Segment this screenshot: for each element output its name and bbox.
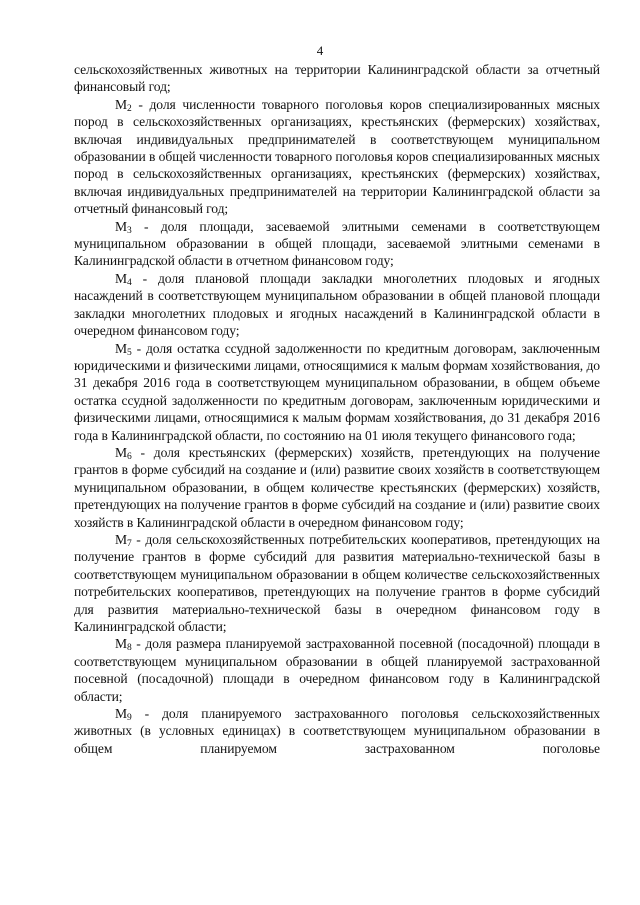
paragraph-text: - доля крестьянских (фермерских) хозяйств, претендующих на получение грантов в форме субсидий на создание и (или) развитие своих хозяйств в соответствующем муниципальном образовании, в общем количестве крестьянских (фермерских) хозяйств, претендующих на получение грантов в форме субсидий на создание и (или) развитие своих хозяйств в Калининградской области в очередном финансовом году;	[74, 444, 600, 530]
variable-m3: $M_3$	[115, 218, 132, 236]
paragraph-m7	[74, 531, 600, 635]
variable-m5: $M_5$	[115, 340, 132, 358]
paragraph-m9	[74, 705, 600, 757]
paragraph-m2	[74, 96, 600, 218]
paragraph-text: - доля размера планируемой застрахованной посевной (посадочной) площади в соответствующем муниципальном образовании в общей планируемой застрахованной посевной (посадочной) площади в очередном финансовом году в Калининградской области;	[74, 636, 600, 704]
paragraph-text: - доля планируемого застрахованного поголовья сельскохозяйственных животных (в условных единицах) в соответствующем муниципальном образовании в общем планируемом застрахованном поголовье	[74, 706, 600, 756]
paragraph-m5	[74, 340, 600, 444]
document-body	[74, 61, 600, 757]
variable-m9: $M_9$	[115, 706, 132, 724]
paragraph-m3	[74, 218, 600, 270]
paragraph-text: - доля сельскохозяйственных потребительских кооперативов, претендующих на получение грантов в форме субсидий для развития материально-технической базы в соответствующем муниципальном образовании в общем количестве сельскохозяйственных потребительских кооперативов, претендующих на получение грантов в форме субсидий для развития материально-технической базы в очередном финансовом году в Калининградской области;	[74, 531, 600, 634]
page-number: 4	[316, 43, 324, 58]
paragraph-m8	[74, 635, 600, 705]
paragraph-text: - доля площади, засеваемой элитными семенами в соответствующем муниципальном образовании в общей площади, засеваемой элитными семенами в Калининградской области в отчетном финансовом году;	[74, 218, 600, 269]
paragraph-text: сельскохозяйственных животных на территории Калининградской области за отчетный финансовый год;	[74, 62, 600, 95]
variable-m6: $M_6$	[115, 444, 132, 462]
variable-m8: $M_8$	[115, 636, 132, 654]
paragraph-continuation	[74, 61, 600, 96]
paragraph-m6	[74, 444, 600, 531]
variable-m4: $M_4$	[115, 270, 132, 288]
paragraph-text: - доля численности товарного поголовья коров специализированных мясных пород в сельскохозяйственных организациях, крестьянских (фермерских) хозяйствах, включая индивидуальных предпринимателей в соответствующем муниципальном образовании в общей численности товарного поголовья коров специализированных мясных пород в сельскохозяйственных организациях, крестьянских (фермерских) хозяйствах, включая индивидуальных предпринимателей на территории Калининградской области за отчетный финансовый год;	[74, 96, 600, 217]
paragraph-m4	[74, 270, 600, 340]
variable-m7: $M_7$	[115, 531, 132, 549]
variable-m2: $M_2$	[115, 96, 132, 114]
paragraph-text: - доля остатка ссудной задолженности по кредитным договорам, заключенным юридическими и физическими лицами, относящимися к малым формам хозяйствования, до 31 декабря 2016 года в соответствующем муниципальном образовании, в общем объеме остатка ссудной задолженности по кредитным договорам, заключенным юридическими и физическими лицами, относящимися к малым формам хозяйствования, до 31 декабря 2016 года в Калининградской области, по состоянию на 01 июля текущего финансового года;	[74, 340, 600, 443]
paragraph-text: - доля плановой площади закладки многолетних плодовых и ягодных насаждений в соответствующем муниципальном образовании в общей плановой площади закладки многолетних плодовых и ягодных насаждений в Калининградской области в очередном финансовом году;	[74, 270, 600, 339]
